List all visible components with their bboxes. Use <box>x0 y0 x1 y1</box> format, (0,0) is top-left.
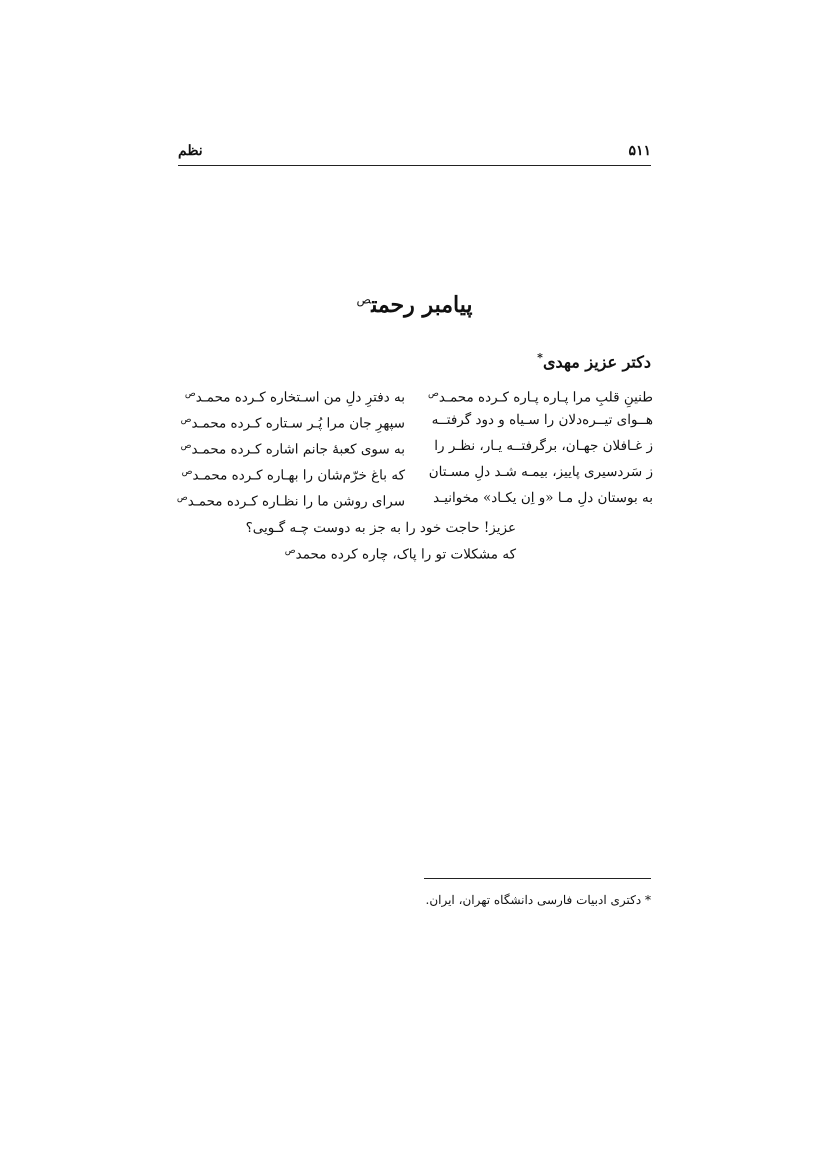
author-byline <box>537 351 651 371</box>
second-hemistich: به دفترِ دلِ من اسـتخاره کـرده محمـد$^ص$ <box>184 389 405 406</box>
author-footnote-mark: * <box>537 351 543 364</box>
honorific-mark: ص <box>181 467 193 477</box>
second-hemistich: که باغ خرّم‌شان را بهـاره کـرده محمـد$^ص$ <box>181 467 405 484</box>
page-number: ۵۱۱ <box>628 143 651 159</box>
couplet <box>178 381 653 407</box>
second-hemistich: به سوی کعبهٔ جانم اشاره کـرده محمـد$^ص$ <box>180 441 405 458</box>
first-hemistich: طنینِ قلبِ مرا پـاره پـاره کـرده محمـد$^ص$ <box>428 389 653 406</box>
second-hemistich: سرای روشن ما را نظـاره کـرده محمـد$^ص$ <box>176 493 405 510</box>
honorific-mark: ص <box>180 441 192 451</box>
first-hemistich: هــوای تیــره‌دلان را سـیاه و دود گرفتــه <box>431 412 653 428</box>
author-name: دکتر عزیز مهدی <box>542 352 651 372</box>
honorific-mark: ص <box>284 546 296 556</box>
couplet <box>178 433 653 459</box>
couplet <box>178 407 653 433</box>
first-hemistich: ز غـافلان جهـان، برگرفتــه یـار، نظـر را <box>434 438 653 454</box>
honorific-mark: ص <box>428 389 439 399</box>
honorific-mark: ص <box>180 415 192 425</box>
couplet <box>178 485 653 511</box>
poem-body <box>178 381 653 511</box>
running-header <box>178 143 651 166</box>
second-hemistich: سپهرِ جان مرا پُـر سـتاره کـرده محمـد$^ص$ <box>180 415 405 432</box>
title-honorific-mark: ص <box>356 292 372 307</box>
poem-title-text: پیامبر رحمت <box>371 292 473 318</box>
footnote-divider <box>424 878 651 879</box>
footnote-marker: * <box>645 893 651 907</box>
poem-title <box>178 292 651 318</box>
footnote <box>426 893 652 907</box>
couplet <box>178 459 653 485</box>
honorific-mark: ص <box>184 389 196 399</box>
first-hemistich: ز سَردسیری پاییز، بیمـه شـد دلِ مسـتان <box>428 464 653 480</box>
first-hemistich: به بوستان دلِ مـا «و اِن یکـاد» مخوانیـد <box>433 490 653 506</box>
honorific-mark: ص <box>176 493 188 503</box>
footnote-text: دکتری ادبیات فارسی دانشگاه تهران، ایران. <box>425 893 642 907</box>
section-name: نظم <box>178 143 203 159</box>
